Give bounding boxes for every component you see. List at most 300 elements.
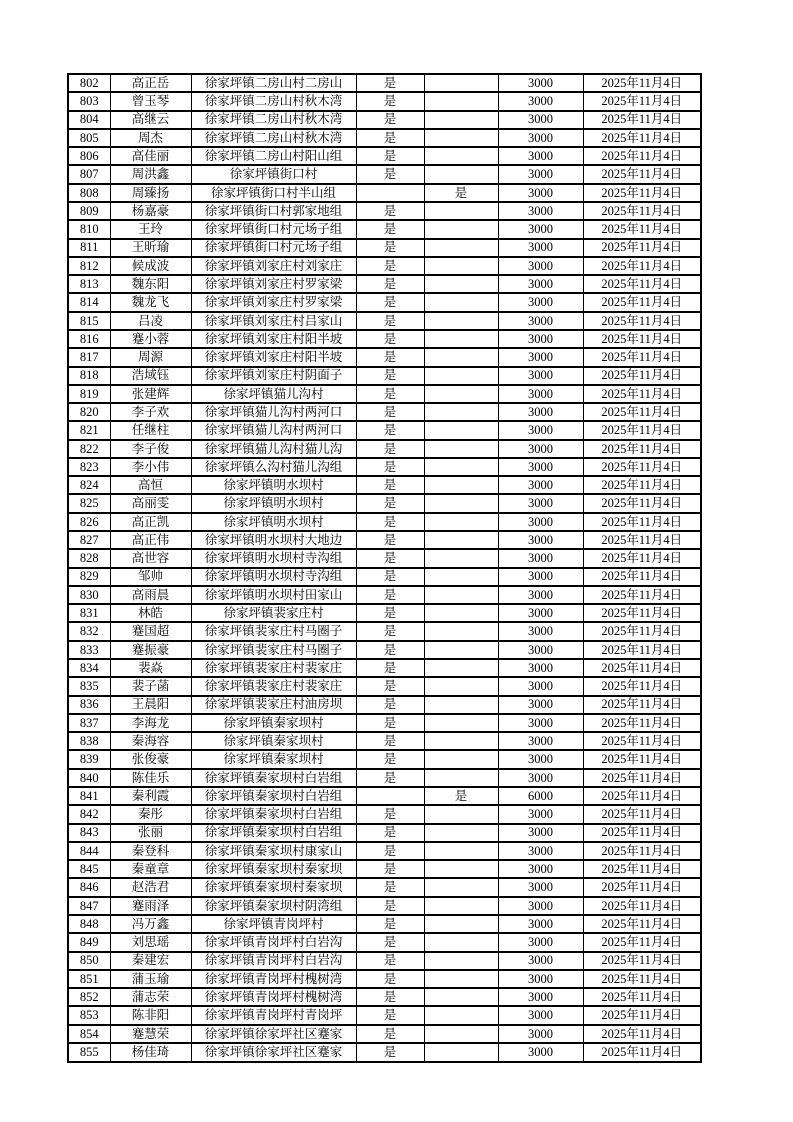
row-number-cell: 838 <box>68 732 110 750</box>
address-cell: 徐家坪镇明水坝村田家山 <box>191 586 356 604</box>
date-cell: 2025年11月4日 <box>583 568 701 586</box>
date-cell: 2025年11月4日 <box>583 184 701 202</box>
date-cell: 2025年11月4日 <box>583 494 701 512</box>
row-number-cell: 842 <box>68 805 110 823</box>
mark-a-cell: 是 <box>356 860 424 878</box>
address-cell: 徐家坪镇徐家坪社区蹇家 <box>191 1025 356 1043</box>
table-row <box>68 970 701 988</box>
name-cell: 魏东阳 <box>110 275 191 293</box>
amount-cell: 3000 <box>498 385 583 403</box>
address-cell: 徐家坪镇猫儿沟村两河口 <box>191 421 356 439</box>
mark-a-cell <box>356 184 424 202</box>
table-row <box>68 769 701 787</box>
row-number-cell: 815 <box>68 312 110 330</box>
table-row <box>68 275 701 293</box>
amount-cell: 3000 <box>498 805 583 823</box>
address-cell: 徐家坪镇明水坝村 <box>191 476 356 494</box>
date-cell: 2025年11月4日 <box>583 476 701 494</box>
mark-b-cell <box>424 111 498 129</box>
mark-a-cell: 是 <box>356 915 424 933</box>
name-cell: 李海龙 <box>110 714 191 732</box>
row-number-cell: 854 <box>68 1025 110 1043</box>
amount-cell: 3000 <box>498 494 583 512</box>
mark-a-cell: 是 <box>356 586 424 604</box>
name-cell: 高佳丽 <box>110 147 191 165</box>
mark-a-cell: 是 <box>356 367 424 385</box>
row-number-cell: 821 <box>68 421 110 439</box>
amount-cell: 3000 <box>498 147 583 165</box>
date-cell: 2025年11月4日 <box>583 915 701 933</box>
name-cell: 李小伟 <box>110 458 191 476</box>
table-row <box>68 385 701 403</box>
address-cell: 徐家坪镇秦家坝村康家山 <box>191 842 356 860</box>
name-cell: 邹帅 <box>110 568 191 586</box>
row-number-cell: 834 <box>68 659 110 677</box>
row-number-cell: 849 <box>68 933 110 951</box>
row-number-cell: 819 <box>68 385 110 403</box>
date-cell: 2025年11月4日 <box>583 988 701 1006</box>
table-row <box>68 239 701 257</box>
name-cell: 高正伟 <box>110 531 191 549</box>
address-cell: 徐家坪镇秦家坝村白岩组 <box>191 805 356 823</box>
date-cell: 2025年11月4日 <box>583 677 701 695</box>
address-cell: 徐家坪镇刘家庄村刘家庄 <box>191 257 356 275</box>
row-number-cell: 808 <box>68 184 110 202</box>
table-row <box>68 494 701 512</box>
mark-b-cell <box>424 312 498 330</box>
mark-b-cell <box>424 494 498 512</box>
amount-cell: 3000 <box>498 659 583 677</box>
amount-cell: 3000 <box>498 915 583 933</box>
date-cell: 2025年11月4日 <box>583 769 701 787</box>
address-cell: 徐家坪镇秦家坝村秦家坝 <box>191 878 356 896</box>
date-cell: 2025年11月4日 <box>583 549 701 567</box>
amount-cell: 3000 <box>498 275 583 293</box>
mark-a-cell: 是 <box>356 239 424 257</box>
mark-a-cell: 是 <box>356 641 424 659</box>
address-cell: 徐家坪镇秦家坝村白岩组 <box>191 787 356 805</box>
row-number-cell: 812 <box>68 257 110 275</box>
amount-cell: 3000 <box>498 641 583 659</box>
mark-b-cell <box>424 403 498 421</box>
date-cell: 2025年11月4日 <box>583 330 701 348</box>
mark-a-cell: 是 <box>356 275 424 293</box>
name-cell: 王昕瑜 <box>110 239 191 257</box>
name-cell: 魏龙飞 <box>110 293 191 311</box>
row-number-cell: 820 <box>68 403 110 421</box>
mark-a-cell: 是 <box>356 129 424 147</box>
address-cell: 徐家坪镇青岗坪村青岗坪 <box>191 1006 356 1024</box>
amount-cell: 6000 <box>498 787 583 805</box>
amount-cell: 3000 <box>498 330 583 348</box>
row-number-cell: 832 <box>68 622 110 640</box>
table-row <box>68 220 701 238</box>
address-cell: 徐家坪镇刘家庄村吕家山 <box>191 312 356 330</box>
mark-b-cell <box>424 202 498 220</box>
mark-b-cell <box>424 824 498 842</box>
name-cell: 周洪鑫 <box>110 165 191 183</box>
name-cell: 周臻扬 <box>110 184 191 202</box>
table-row <box>68 988 701 1006</box>
address-cell: 徐家坪镇刘家庄村阳半坡 <box>191 348 356 366</box>
amount-cell: 3000 <box>498 293 583 311</box>
date-cell: 2025年11月4日 <box>583 586 701 604</box>
mark-a-cell: 是 <box>356 220 424 238</box>
table-row <box>68 659 701 677</box>
address-cell: 徐家坪镇秦家坝村阴湾组 <box>191 897 356 915</box>
mark-a-cell: 是 <box>356 440 424 458</box>
address-cell: 徐家坪镇青岗坪村槐树湾 <box>191 970 356 988</box>
mark-b-cell <box>424 622 498 640</box>
table-row <box>68 952 701 970</box>
mark-b-cell <box>424 385 498 403</box>
row-number-cell: 846 <box>68 878 110 896</box>
date-cell: 2025年11月4日 <box>583 659 701 677</box>
name-cell: 高继云 <box>110 111 191 129</box>
name-cell: 冯万鑫 <box>110 915 191 933</box>
amount-cell: 3000 <box>498 714 583 732</box>
table-row <box>68 184 701 202</box>
mark-a-cell: 是 <box>356 330 424 348</box>
date-cell: 2025年11月4日 <box>583 714 701 732</box>
mark-b-cell <box>424 677 498 695</box>
name-cell: 裴焱 <box>110 659 191 677</box>
address-cell: 徐家坪镇秦家坝村白岩组 <box>191 824 356 842</box>
name-cell: 蹇振豪 <box>110 641 191 659</box>
mark-b-cell <box>424 860 498 878</box>
row-number-cell: 840 <box>68 769 110 787</box>
name-cell: 赵浩君 <box>110 878 191 896</box>
table-row <box>68 440 701 458</box>
table-row <box>68 129 701 147</box>
address-cell: 徐家坪镇裴家庄村裴家庄 <box>191 677 356 695</box>
mark-b-cell <box>424 1006 498 1024</box>
row-number-cell: 844 <box>68 842 110 860</box>
mark-a-cell: 是 <box>356 805 424 823</box>
date-cell: 2025年11月4日 <box>583 440 701 458</box>
date-cell: 2025年11月4日 <box>583 257 701 275</box>
mark-a-cell: 是 <box>356 714 424 732</box>
date-cell: 2025年11月4日 <box>583 1006 701 1024</box>
row-number-cell: 811 <box>68 239 110 257</box>
address-cell: 徐家坪镇秦家坝村白岩组 <box>191 769 356 787</box>
date-cell: 2025年11月4日 <box>583 220 701 238</box>
table-row <box>68 787 701 805</box>
amount-cell: 3000 <box>498 824 583 842</box>
address-cell: 徐家坪镇青岗坪村白岩沟 <box>191 952 356 970</box>
name-cell: 秦海容 <box>110 732 191 750</box>
amount-cell: 3000 <box>498 1025 583 1043</box>
date-cell: 2025年11月4日 <box>583 403 701 421</box>
date-cell: 2025年11月4日 <box>583 952 701 970</box>
date-cell: 2025年11月4日 <box>583 293 701 311</box>
name-cell: 周杰 <box>110 129 191 147</box>
amount-cell: 3000 <box>498 220 583 238</box>
name-cell: 刘思瑶 <box>110 933 191 951</box>
mark-b-cell <box>424 878 498 896</box>
mark-b-cell <box>424 1025 498 1043</box>
mark-b-cell <box>424 952 498 970</box>
amount-cell: 3000 <box>498 92 583 110</box>
amount-cell: 3000 <box>498 897 583 915</box>
mark-b-cell <box>424 915 498 933</box>
address-cell: 徐家坪镇徐家坪社区蹇家 <box>191 1043 356 1062</box>
mark-b-cell <box>424 568 498 586</box>
mark-a-cell: 是 <box>356 111 424 129</box>
mark-b-cell <box>424 293 498 311</box>
amount-cell: 3000 <box>498 403 583 421</box>
mark-b-cell <box>424 129 498 147</box>
row-number-cell: 803 <box>68 92 110 110</box>
table-row <box>68 476 701 494</box>
address-cell: 徐家坪镇街口村 <box>191 165 356 183</box>
address-cell: 徐家坪镇二房山村秋木湾 <box>191 92 356 110</box>
table-row <box>68 147 701 165</box>
mark-b-cell <box>424 641 498 659</box>
date-cell: 2025年11月4日 <box>583 824 701 842</box>
row-number-cell: 833 <box>68 641 110 659</box>
table-row <box>68 74 701 92</box>
address-cell: 徐家坪镇裴家庄村马圈子 <box>191 622 356 640</box>
row-number-cell: 814 <box>68 293 110 311</box>
date-cell: 2025年11月4日 <box>583 531 701 549</box>
date-cell: 2025年11月4日 <box>583 732 701 750</box>
row-number-cell: 828 <box>68 549 110 567</box>
mark-a-cell: 是 <box>356 750 424 768</box>
table-row <box>68 1025 701 1043</box>
amount-cell: 3000 <box>498 129 583 147</box>
address-cell: 徐家坪镇街口村郭家地组 <box>191 202 356 220</box>
date-cell: 2025年11月4日 <box>583 312 701 330</box>
address-cell: 徐家坪镇猫儿沟村猫儿沟 <box>191 440 356 458</box>
row-number-cell: 804 <box>68 111 110 129</box>
date-cell: 2025年11月4日 <box>583 165 701 183</box>
name-cell: 周源 <box>110 348 191 366</box>
amount-cell: 3000 <box>498 111 583 129</box>
name-cell: 高世容 <box>110 549 191 567</box>
date-cell: 2025年11月4日 <box>583 458 701 476</box>
row-number-cell: 835 <box>68 677 110 695</box>
mark-b-cell <box>424 659 498 677</box>
row-number-cell: 831 <box>68 604 110 622</box>
name-cell: 秦童章 <box>110 860 191 878</box>
table-row <box>68 604 701 622</box>
amount-cell: 3000 <box>498 750 583 768</box>
mark-a-cell: 是 <box>356 970 424 988</box>
date-cell: 2025年11月4日 <box>583 622 701 640</box>
amount-cell: 3000 <box>498 239 583 257</box>
mark-b-cell <box>424 220 498 238</box>
date-cell: 2025年11月4日 <box>583 878 701 896</box>
table-row <box>68 421 701 439</box>
address-cell: 徐家坪镇秦家坝村 <box>191 750 356 768</box>
table-row <box>68 165 701 183</box>
address-cell: 徐家坪镇街口村半山组 <box>191 184 356 202</box>
mark-a-cell <box>356 787 424 805</box>
amount-cell: 3000 <box>498 458 583 476</box>
date-cell: 2025年11月4日 <box>583 860 701 878</box>
amount-cell: 3000 <box>498 202 583 220</box>
mark-b-cell: 是 <box>424 184 498 202</box>
date-cell: 2025年11月4日 <box>583 367 701 385</box>
address-cell: 徐家坪镇明水坝村 <box>191 513 356 531</box>
mark-b-cell <box>424 750 498 768</box>
table-row <box>68 367 701 385</box>
mark-a-cell: 是 <box>356 842 424 860</box>
row-number-cell: 810 <box>68 220 110 238</box>
amount-cell: 3000 <box>498 933 583 951</box>
mark-a-cell: 是 <box>356 476 424 494</box>
row-number-cell: 816 <box>68 330 110 348</box>
name-cell: 林皓 <box>110 604 191 622</box>
address-cell: 徐家坪镇二房山村二房山 <box>191 74 356 92</box>
name-cell: 任继柱 <box>110 421 191 439</box>
mark-a-cell: 是 <box>356 933 424 951</box>
mark-a-cell: 是 <box>356 878 424 896</box>
address-cell: 徐家坪镇青岗坪村 <box>191 915 356 933</box>
address-cell: 徐家坪镇二房山村秋木湾 <box>191 111 356 129</box>
table-row <box>68 531 701 549</box>
mark-a-cell: 是 <box>356 659 424 677</box>
amount-cell: 3000 <box>498 367 583 385</box>
mark-b-cell <box>424 92 498 110</box>
amount-cell: 3000 <box>498 74 583 92</box>
name-cell: 杨嘉豪 <box>110 202 191 220</box>
records-table <box>67 73 702 1063</box>
mark-b-cell <box>424 988 498 1006</box>
row-number-cell: 822 <box>68 440 110 458</box>
mark-b-cell <box>424 165 498 183</box>
amount-cell: 3000 <box>498 842 583 860</box>
name-cell: 王玲 <box>110 220 191 238</box>
mark-a-cell: 是 <box>356 531 424 549</box>
row-number-cell: 848 <box>68 915 110 933</box>
mark-b-cell <box>424 732 498 750</box>
row-number-cell: 823 <box>68 458 110 476</box>
amount-cell: 3000 <box>498 586 583 604</box>
date-cell: 2025年11月4日 <box>583 147 701 165</box>
date-cell: 2025年11月4日 <box>583 92 701 110</box>
name-cell: 蹇雨泽 <box>110 897 191 915</box>
table-row <box>68 111 701 129</box>
mark-a-cell: 是 <box>356 1006 424 1024</box>
table-row <box>68 293 701 311</box>
address-cell: 徐家坪镇裴家庄村马圈子 <box>191 641 356 659</box>
row-number-cell: 850 <box>68 952 110 970</box>
date-cell: 2025年11月4日 <box>583 74 701 92</box>
mark-b-cell <box>424 458 498 476</box>
table-row <box>68 586 701 604</box>
table-row <box>68 330 701 348</box>
row-number-cell: 845 <box>68 860 110 878</box>
address-cell: 徐家坪镇青岗坪村槐树湾 <box>191 988 356 1006</box>
date-cell: 2025年11月4日 <box>583 129 701 147</box>
mark-a-cell: 是 <box>356 257 424 275</box>
name-cell: 杨佳琦 <box>110 1043 191 1062</box>
table-row <box>68 257 701 275</box>
amount-cell: 3000 <box>498 165 583 183</box>
name-cell: 高丽雯 <box>110 494 191 512</box>
date-cell: 2025年11月4日 <box>583 805 701 823</box>
mark-a-cell: 是 <box>356 385 424 403</box>
date-cell: 2025年11月4日 <box>583 385 701 403</box>
date-cell: 2025年11月4日 <box>583 933 701 951</box>
mark-b-cell <box>424 147 498 165</box>
name-cell: 曾玉琴 <box>110 92 191 110</box>
amount-cell: 3000 <box>498 513 583 531</box>
row-number-cell: 825 <box>68 494 110 512</box>
mark-a-cell: 是 <box>356 202 424 220</box>
mark-a-cell: 是 <box>356 74 424 92</box>
mark-b-cell <box>424 531 498 549</box>
mark-b-cell <box>424 604 498 622</box>
mark-b-cell <box>424 513 498 531</box>
mark-b-cell <box>424 549 498 567</box>
name-cell: 高雨晨 <box>110 586 191 604</box>
mark-a-cell: 是 <box>356 293 424 311</box>
records-table-body <box>68 74 701 1062</box>
address-cell: 徐家坪镇青岗坪村白岩沟 <box>191 933 356 951</box>
row-number-cell: 826 <box>68 513 110 531</box>
amount-cell: 3000 <box>498 860 583 878</box>
date-cell: 2025年11月4日 <box>583 421 701 439</box>
address-cell: 徐家坪镇裴家庄村裴家庄 <box>191 659 356 677</box>
name-cell: 浩域钰 <box>110 367 191 385</box>
name-cell: 高正凯 <box>110 513 191 531</box>
amount-cell: 3000 <box>498 622 583 640</box>
name-cell: 蹇慧荣 <box>110 1025 191 1043</box>
name-cell: 裴子菡 <box>110 677 191 695</box>
amount-cell: 3000 <box>498 348 583 366</box>
amount-cell: 3000 <box>498 1043 583 1062</box>
mark-a-cell: 是 <box>356 421 424 439</box>
date-cell: 2025年11月4日 <box>583 842 701 860</box>
table-row <box>68 348 701 366</box>
mark-b-cell <box>424 440 498 458</box>
mark-b-cell <box>424 970 498 988</box>
date-cell: 2025年11月4日 <box>583 641 701 659</box>
mark-a-cell: 是 <box>356 677 424 695</box>
date-cell: 2025年11月4日 <box>583 1043 701 1062</box>
amount-cell: 3000 <box>498 440 583 458</box>
address-cell: 徐家坪镇秦家坝村秦家坝 <box>191 860 356 878</box>
mark-b-cell <box>424 476 498 494</box>
name-cell: 候成波 <box>110 257 191 275</box>
table-row <box>68 202 701 220</box>
address-cell: 徐家坪镇街口村元场子组 <box>191 220 356 238</box>
mark-b-cell <box>424 421 498 439</box>
mark-b-cell <box>424 74 498 92</box>
name-cell: 蹇小蓉 <box>110 330 191 348</box>
name-cell: 秦建宏 <box>110 952 191 970</box>
address-cell: 徐家坪镇裴家庄村 <box>191 604 356 622</box>
address-cell: 徐家坪镇刘家庄村阴面子 <box>191 367 356 385</box>
table-row <box>68 750 701 768</box>
name-cell: 高正岳 <box>110 74 191 92</box>
mark-a-cell: 是 <box>356 622 424 640</box>
row-number-cell: 809 <box>68 202 110 220</box>
amount-cell: 3000 <box>498 604 583 622</box>
amount-cell: 3000 <box>498 531 583 549</box>
row-number-cell: 824 <box>68 476 110 494</box>
row-number-cell: 805 <box>68 129 110 147</box>
row-number-cell: 806 <box>68 147 110 165</box>
row-number-cell: 829 <box>68 568 110 586</box>
date-cell: 2025年11月4日 <box>583 787 701 805</box>
mark-a-cell: 是 <box>356 988 424 1006</box>
mark-a-cell: 是 <box>356 458 424 476</box>
name-cell: 蒲玉瑜 <box>110 970 191 988</box>
